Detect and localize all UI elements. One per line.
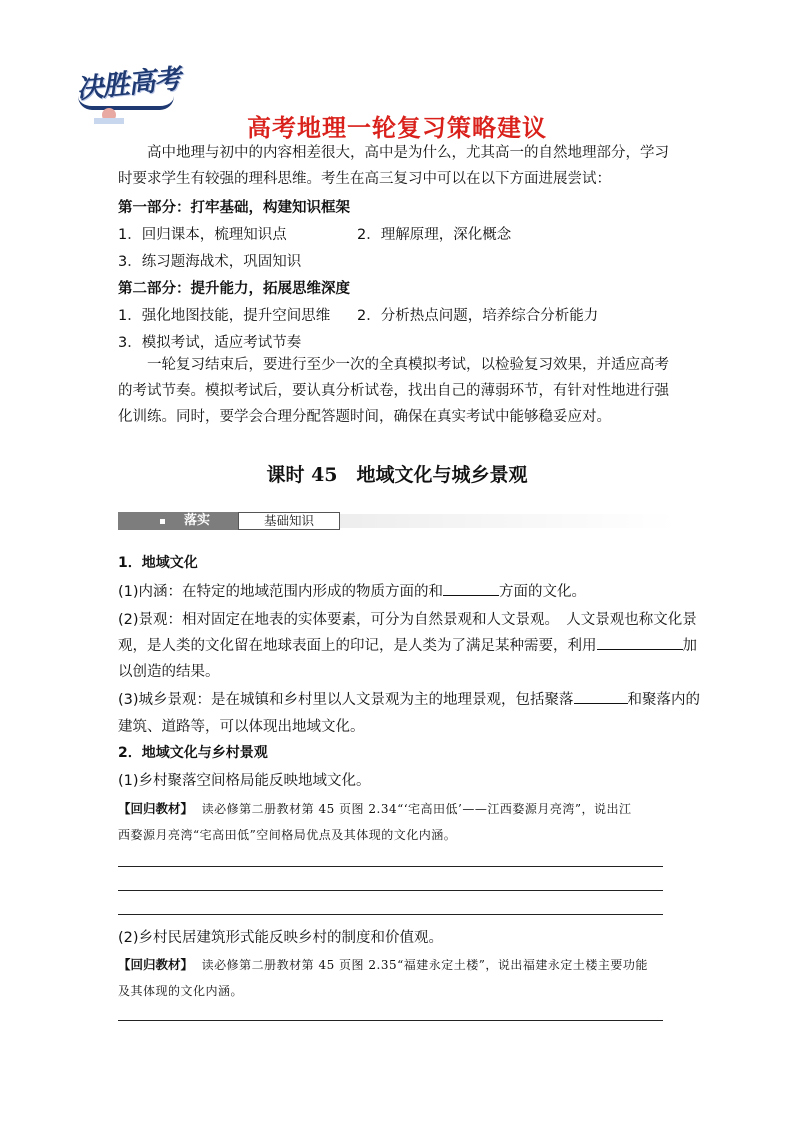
s2-ref1-line-1: [118, 799, 632, 817]
s1-item-2-text-c: 加: [682, 638, 697, 654]
part2-item-3: 3．模拟考试，适应考试节奏: [118, 335, 302, 351]
part1-heading: 第一部分：打牢基础，构建知识框架: [118, 200, 350, 216]
s2-q1: (1)乡村聚落空间格局能反映地域文化。: [118, 773, 371, 789]
section-bar-light-label: 基础知识: [238, 512, 340, 530]
intro-paragraph: 高中地理与初中的内容相差很大，高中是为什么，尤其高一的自然地理部分，学习时要求学生有较强的理科思维。考生在高三复习中可以在以下方面进展尝试：: [118, 145, 669, 187]
s1-item-1-text-b: 方面的文化。: [499, 584, 587, 600]
s2-ref1-line-2: 西婺源月亮湾“宅高田低”空间格局优点及其体现的文化内涵。: [118, 828, 457, 842]
s1-item-3-text-a: (3)城乡景观：是在城镇和乡村里以人文景观为主的地理景观，包括聚落: [118, 692, 574, 708]
part2-item-1: 1．强化地图技能，提升空间思维: [118, 308, 331, 324]
s2-ref2-line-1: [118, 955, 648, 973]
answer-line[interactable]: [118, 890, 663, 891]
answer-line[interactable]: [118, 866, 663, 867]
s1-item-3-text-b: 和聚落内的: [627, 692, 701, 708]
s1-item-2-line-1: (2)景观：相对固定在地表的实体要素，可分为自然景观和人文景观。 人文景观也称文化景: [118, 612, 697, 628]
closing-paragraph: 一轮复习结束后，要进行至少一次的全真模拟考试，以检验复习效果，并适应高考的考试节奏。模拟考试后，要认真分析试卷，找出自己的薄弱环节，有针对性地进行强化训练。同时，要学会合理分配答题时间，确保在真实考试中能够稳妥应对。: [118, 357, 669, 425]
fill-blank[interactable]: [597, 635, 683, 650]
square-icon: [160, 519, 165, 524]
section-bar-dark-label: 落实: [184, 513, 211, 528]
answer-line[interactable]: [118, 1020, 663, 1021]
s1-item-1-text-a: (1)内涵：在特定的地域范围内形成的物质方面的和: [118, 584, 444, 600]
ref-tag: 【回归教材】: [118, 957, 194, 972]
lesson-title: 课时 45 地域文化与城乡景观: [266, 464, 528, 486]
ref2-text-a: 读必修第二册教材第 45 页图 2.35“福建永定土楼”，说出福建永定土楼主要功能: [201, 958, 648, 972]
section-bar-dark: [118, 512, 238, 530]
part1-item-1: 1．回归课本，梳理知识点: [118, 227, 287, 243]
s1-item-2-line-2: [118, 634, 697, 655]
part2-item-2: 2．分析热点问题，培养综合分析能力: [357, 308, 599, 324]
ref1-text-a: 读必修第二册教材第 45 页图 2.34“‘宅高田低’——江西婺源月亮湾”，说出江: [201, 802, 632, 816]
s1-item-1: [118, 580, 586, 601]
s1-item-2-line-3: 以创造的结果。: [118, 664, 220, 680]
part1-item-3: 3．练习题海战术，巩固知识: [118, 254, 302, 270]
s1-item-2-text-b: 观，是人类的文化留在地球表面上的印记，是人类为了满足某种需要，利用: [118, 638, 597, 654]
s1-item-3-line-2: 建筑、道路等，可以体现出地域文化。: [118, 719, 365, 735]
s2-q2: (2)乡村民居建筑形式能反映乡村的制度和价值观。: [118, 930, 444, 946]
fill-blank[interactable]: [443, 581, 499, 596]
answer-line[interactable]: [118, 914, 663, 915]
logo-text: 决胜高考: [74, 63, 182, 106]
s2-ref2-line-2: 及其体现的文化内涵。: [118, 984, 244, 998]
part2-heading: 第二部分：提升能力，拓展思维深度: [118, 281, 350, 297]
fill-blank[interactable]: [574, 689, 628, 704]
ref-tag: 【回归教材】: [118, 801, 194, 816]
s1-item-3-line-1: [118, 688, 700, 709]
s2-heading: 2．地域文化与乡村景观: [118, 745, 268, 761]
section-bar: [118, 512, 676, 530]
main-title: 高考地理一轮复习策略建议: [247, 114, 547, 142]
part1-item-2: 2．理解原理，深化概念: [357, 227, 512, 243]
s1-heading: 1．地域文化: [118, 555, 198, 571]
